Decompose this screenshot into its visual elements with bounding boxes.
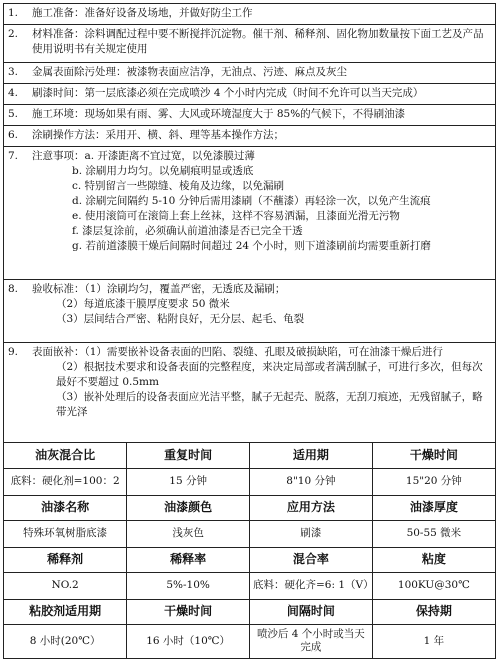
note-line: b. 涂刷用力均匀。以免刷痕明显或透底 (72, 165, 254, 177)
table-header-cell: 应用方法 (250, 495, 373, 520)
filling-lead: 表面嵌补：（1）需要嵌补设备表面的凹陷、裂缝、孔眼及破损缺陷，可在油漆干燥后进行 (32, 346, 443, 358)
item-number: 5. (8, 108, 19, 120)
table-header-cell: 稀释率 (127, 547, 250, 572)
table-cell: 100KU@30℃ (372, 572, 495, 599)
table-header-cell: 油灰混合比 (4, 443, 127, 468)
item-number: 8. (8, 283, 19, 295)
table-header-row (4, 443, 495, 468)
table-cell: 50-55 微米 (372, 520, 495, 547)
section-7-notes (4, 147, 495, 280)
section-8-acceptance (4, 280, 495, 343)
table-cell: NO.2 (4, 572, 127, 599)
section-9-filling (4, 343, 495, 443)
table-cell: 特殊环氧树脂底漆 (4, 520, 127, 547)
table-header-cell: 干燥时间 (127, 599, 250, 624)
acceptance-lead: 验收标准：（1）涂刷均匀，覆盖严密，无透底及漏刷； (32, 283, 286, 295)
table-cell: 5%-10% (127, 572, 250, 599)
section-3 (4, 63, 495, 84)
spec-table (4, 443, 495, 658)
note-line: f. 漆层复涂前，必须确认前道油漆是否已完全干透 (72, 225, 303, 237)
item-text: 施工准备：准备好设备及场地，并做好防尘工作 (32, 7, 253, 19)
table-cell: 15 分钟 (127, 468, 250, 495)
table-header-cell: 重复时间 (127, 443, 250, 468)
table-cell: 1 年 (372, 624, 495, 658)
table-row (4, 520, 495, 547)
notes-lead: 注意事项：a. 开漆距离不宜过宽，以免漆膜过薄 (32, 150, 255, 162)
item-text: 刷漆时间：第一层底漆必须在完成喷沙 4 个小时内完成（时间不允许可以当天完成） (32, 87, 424, 99)
table-row (4, 624, 495, 658)
table-header-cell: 间隔时间 (250, 599, 373, 624)
table-header-cell: 保持期 (372, 599, 495, 624)
table-header-cell: 油漆名称 (4, 495, 127, 520)
table-cell: 8 小时(20℃） (4, 624, 127, 658)
table-cell: 16 小时（10℃） (127, 624, 250, 658)
section-4 (4, 84, 495, 105)
section-6 (4, 126, 495, 147)
table-header-cell: 干燥时间 (372, 443, 495, 468)
note-line: e. 使用滚筒可在滚筒上套上丝袜，这样不容易洒漏，且漆面光滑无污物 (72, 210, 400, 222)
acceptance-line: （2）每道底漆干膜厚度要求 50 微米 (56, 298, 230, 310)
table-header-row (4, 599, 495, 624)
table-header-cell: 油漆颜色 (127, 495, 250, 520)
item-text: 施工环境：现场如果有雨、雾、大风或环境湿度大于 85%的气候下，不得刷油漆 (32, 108, 406, 120)
item-number: 2. (8, 28, 19, 40)
item-number: 4. (8, 87, 19, 99)
acceptance-line: （3）层间结合严密、粘附良好，无分层、起毛、龟裂 (56, 313, 305, 325)
table-cell: 浅灰色 (127, 520, 250, 547)
table-header-cell: 适用期 (250, 443, 373, 468)
table-cell: 底料：硬化齐=6: 1（V） (250, 572, 373, 599)
item-text: 涂刷操作方法：采用开、横、斜、理等基本操作方法； (32, 129, 284, 141)
item-number: 6. (8, 129, 19, 141)
item-text: 材料准备：涂料调配过程中要不断搅拌沉淀物。催干剂、稀释剂、固化物加数量按下面工艺及产品使用说明书有关规定使用 (32, 28, 484, 55)
item-number: 3. (8, 66, 19, 78)
filling-line: （3）嵌补处理后的设备表面应光洁平整，腻子无起壳、脱落，无刮刀痕迹，无残留腻子，略带光泽 (56, 391, 483, 418)
table-header-cell: 稀释剂 (4, 547, 127, 572)
table-cell: 刷漆 (250, 520, 373, 547)
section-5 (4, 105, 495, 126)
section-1 (4, 4, 495, 25)
table-header-cell: 混合率 (250, 547, 373, 572)
construction-spec-document (3, 3, 496, 659)
item-number: 9. (8, 346, 19, 358)
table-header-row (4, 495, 495, 520)
table-cell: 喷沙后 4 个小时或当天完成 (250, 624, 373, 658)
table-cell: 15"20 分钟 (372, 468, 495, 495)
table-header-cell: 油漆厚度 (372, 495, 495, 520)
table-cell: 底料：硬化剂=100：2 (4, 468, 127, 495)
item-text: 金属表面除污处理：被漆物表面应洁净，无油点、污迹、麻点及灰尘 (32, 66, 347, 78)
item-number: 7. (8, 150, 19, 162)
note-line: c. 特别留言一些隙缝、棱角及边缘，以免漏刷 (72, 180, 285, 192)
item-number: 1. (8, 7, 19, 19)
table-header-cell: 粘胶剂适用期 (4, 599, 127, 624)
table-header-cell: 粘度 (372, 547, 495, 572)
table-cell: 8"10 分钟 (250, 468, 373, 495)
table-row (4, 468, 495, 495)
note-line: g. 若前道漆膜干燥后间隔时间超过 24 个小时，则下道漆刷前均需要重新打磨 (72, 240, 431, 252)
table-row (4, 572, 495, 599)
filling-line: （2）根据技术要求和设备表面的完整程度，来决定局部或者满刮腻子，可进行多次，但每次最好不要超过 0.5mm (56, 361, 483, 388)
table-header-row (4, 547, 495, 572)
note-line: d. 涂刷完间隔约 5-10 分钟后需用漆刷（不蘸漆）再轻涂一次，以免产生流痕 (72, 195, 431, 207)
section-2 (4, 25, 495, 63)
